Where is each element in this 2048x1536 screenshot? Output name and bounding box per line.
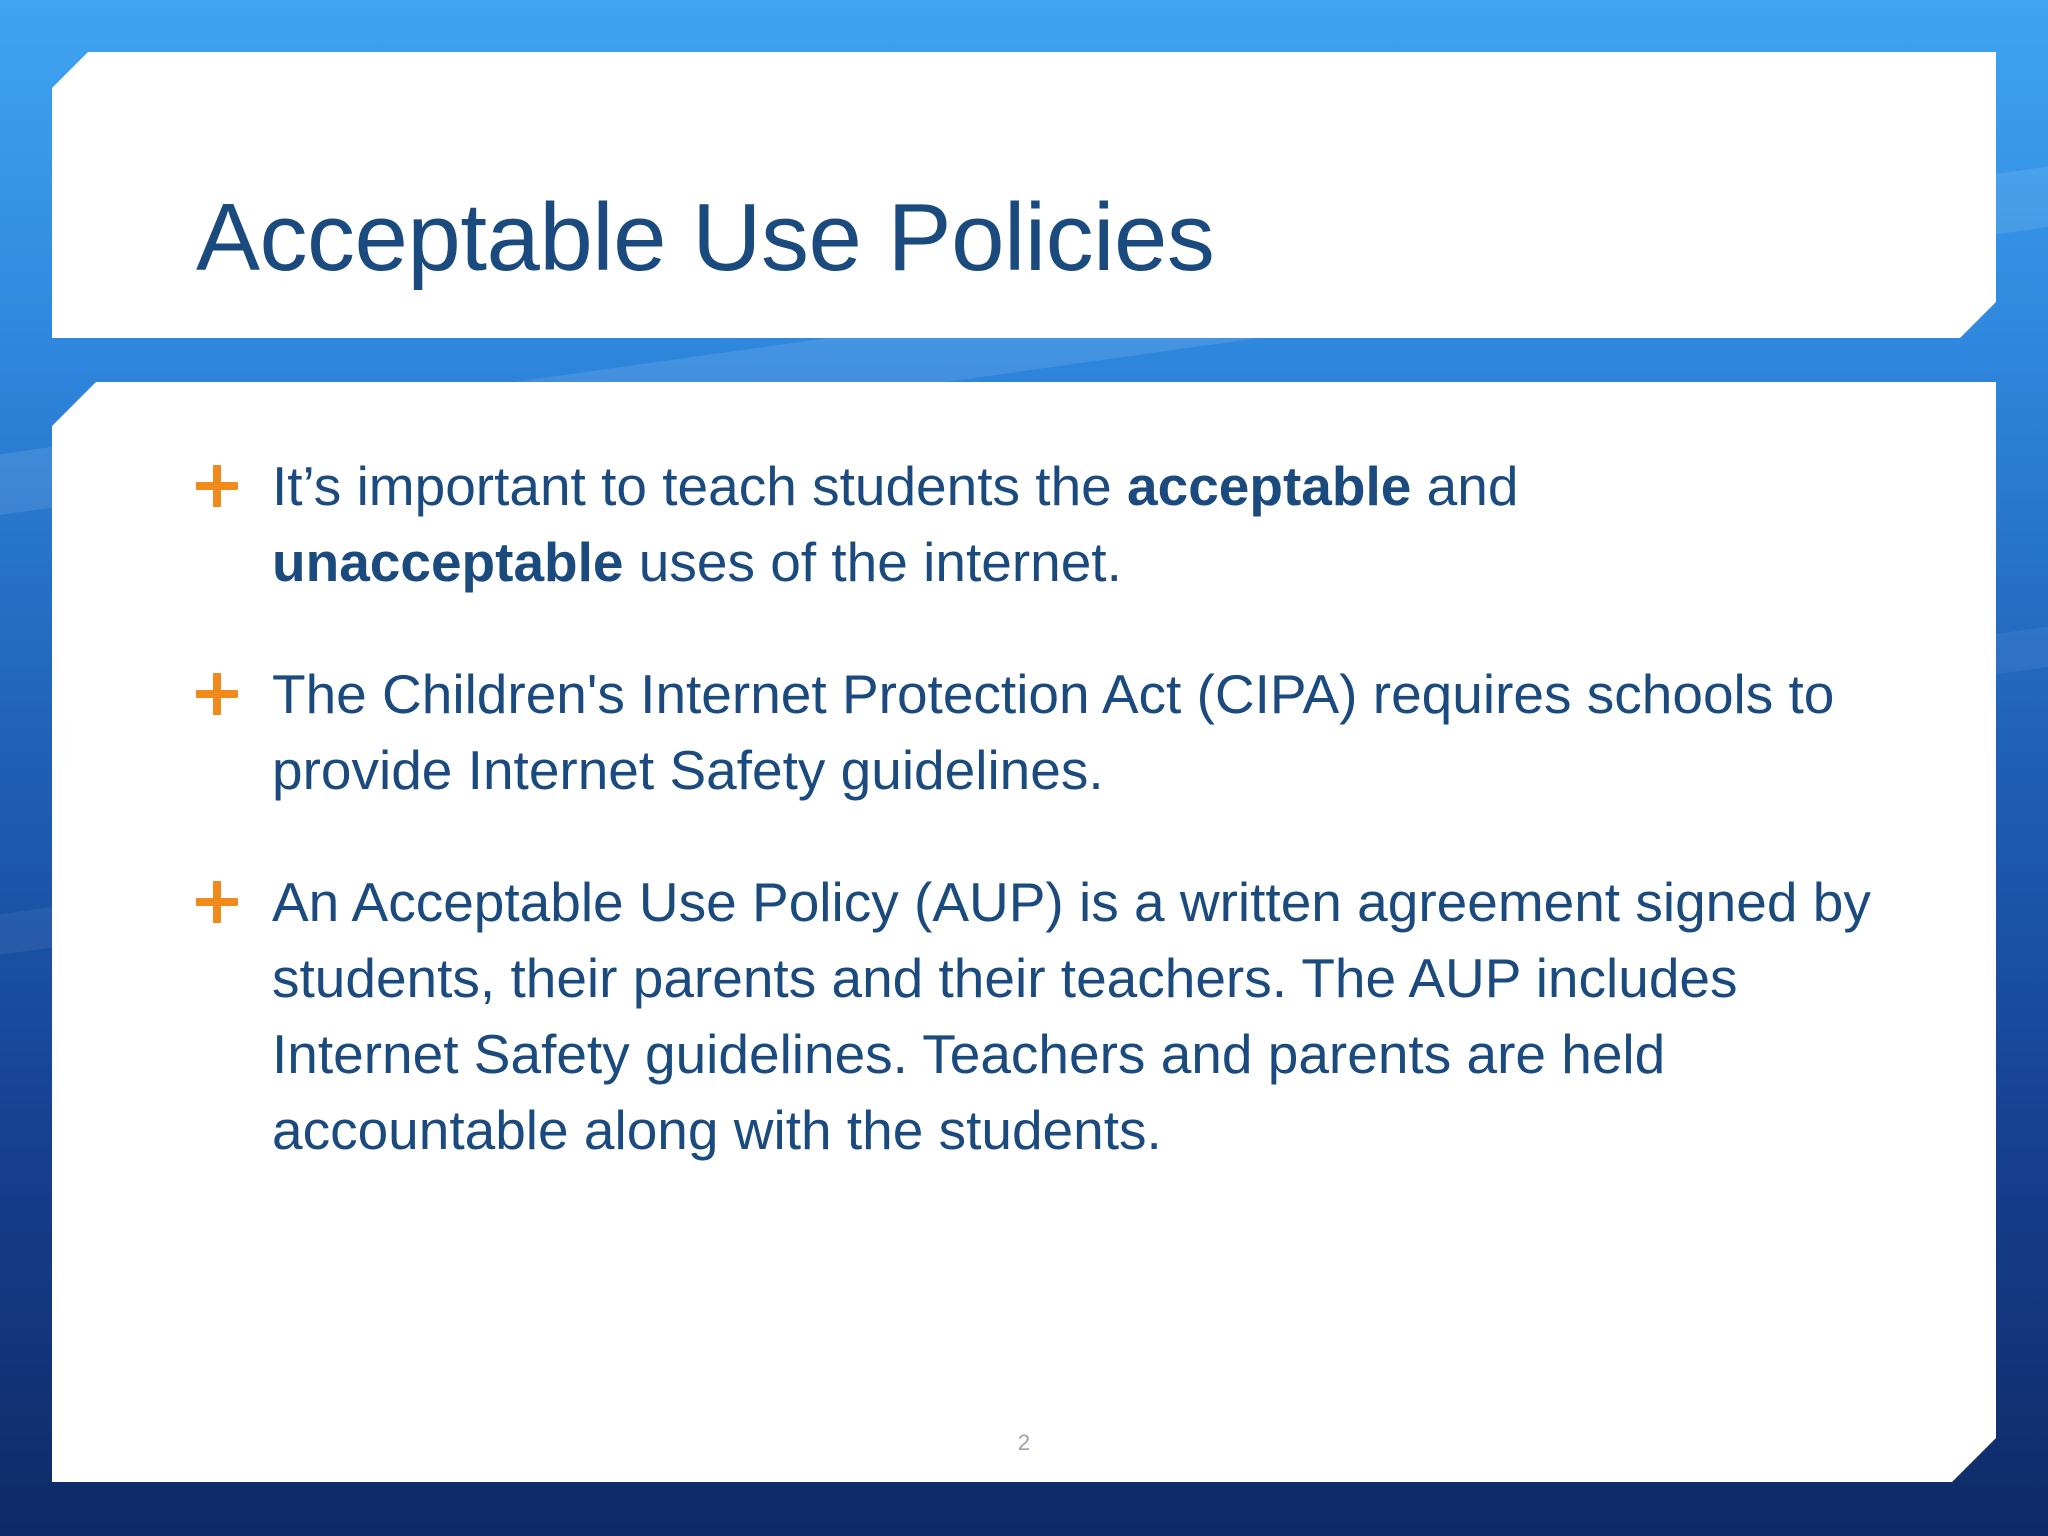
bullet-text-segment: It’s important to teach students the [272, 455, 1128, 517]
bold-term-unacceptable: unacceptable [272, 531, 624, 593]
bullet-text: An Acceptable Use Policy (AUP) is a written agreement signed by students, their parents and their teachers. The AUP includes Internet Safety guidelines. Teachers and parents are held accountable along with the students. [272, 871, 1871, 1161]
bullet-text-segment: and [1411, 455, 1519, 517]
bullet-text [272, 455, 1518, 593]
plus-icon [196, 881, 238, 923]
page-number: 2 [1017, 1430, 1031, 1455]
bold-term-acceptable: acceptable [1127, 455, 1412, 517]
bullet-item [196, 864, 1876, 1168]
bullet-item [196, 656, 1876, 808]
bullet-item [196, 448, 1876, 600]
plus-icon [196, 673, 238, 715]
bullet-text: The Children's Internet Protection Act (CIPA) requires schools to provide Internet Safety guidelines. [272, 663, 1835, 801]
bullet-text-segment: uses of the internet. [623, 531, 1122, 593]
slide-title: Acceptable Use Policies [196, 184, 1215, 291]
bullet-list [196, 448, 1876, 1224]
plus-icon [196, 465, 238, 507]
